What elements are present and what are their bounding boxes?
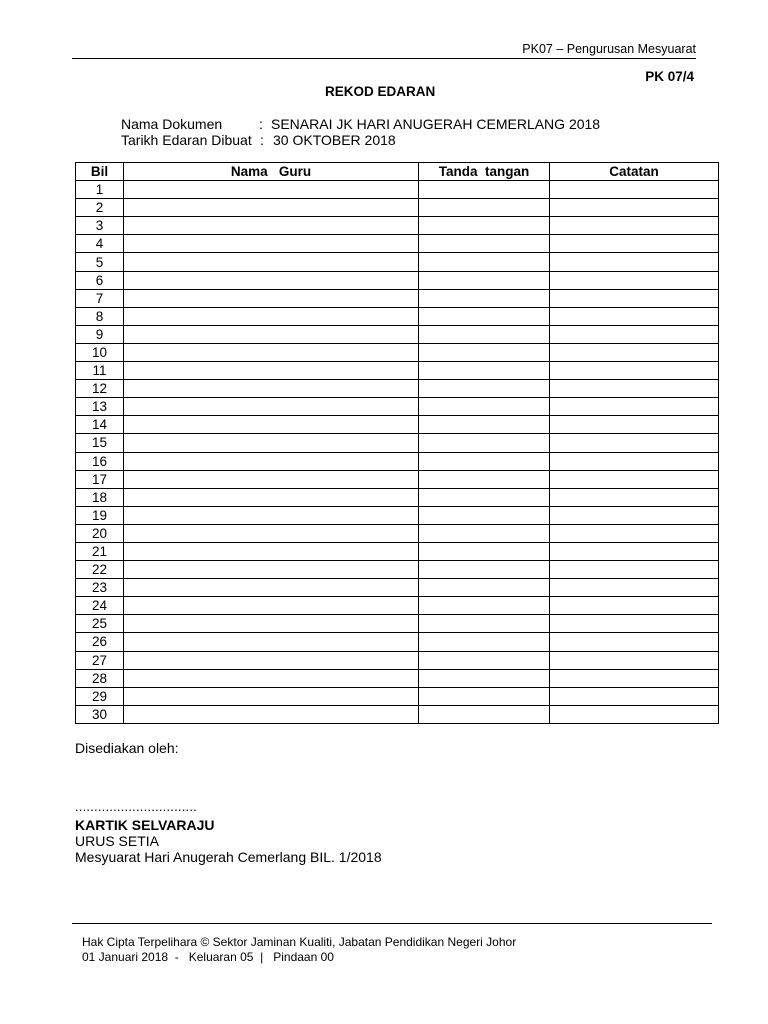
- row-number: 14: [76, 416, 124, 434]
- signature-cell[interactable]: [419, 362, 550, 380]
- row-number: 30: [76, 705, 124, 723]
- signature-cell[interactable]: [419, 217, 550, 235]
- table-row: [76, 542, 719, 560]
- table-row: [76, 597, 719, 615]
- teacher-name-cell[interactable]: [124, 452, 419, 470]
- teacher-name-cell[interactable]: [124, 181, 419, 199]
- teacher-name-cell[interactable]: [124, 488, 419, 506]
- signature-cell[interactable]: [419, 307, 550, 325]
- notes-cell[interactable]: [550, 579, 719, 597]
- teacher-name-cell[interactable]: [124, 524, 419, 542]
- notes-cell[interactable]: [550, 217, 719, 235]
- table-row: [76, 289, 719, 307]
- circulation-record-table: [75, 162, 719, 724]
- signature-cell[interactable]: [419, 253, 550, 271]
- teacher-name-cell[interactable]: [124, 398, 419, 416]
- row-number: 12: [76, 380, 124, 398]
- teacher-name-cell[interactable]: [124, 343, 419, 361]
- notes-cell[interactable]: [550, 651, 719, 669]
- circulation-date-row: [121, 132, 396, 148]
- preparer-name: KARTIK SELVARAJU: [75, 817, 215, 833]
- row-number: 22: [76, 561, 124, 579]
- row-number: 11: [76, 362, 124, 380]
- teacher-name-cell[interactable]: [124, 579, 419, 597]
- row-number: 26: [76, 633, 124, 651]
- signature-cell[interactable]: [419, 343, 550, 361]
- document-name-value: SENARAI JK HARI ANUGERAH CEMERLANG 2018: [271, 116, 601, 132]
- teacher-name-cell[interactable]: [124, 271, 419, 289]
- notes-cell[interactable]: [550, 615, 719, 633]
- notes-cell[interactable]: [550, 380, 719, 398]
- teacher-name-cell[interactable]: [124, 561, 419, 579]
- form-code: PK 07/4: [645, 69, 694, 84]
- signature-cell[interactable]: [419, 579, 550, 597]
- column-header-catatan: Catatan: [550, 163, 719, 181]
- notes-cell[interactable]: [550, 362, 719, 380]
- table-row: [76, 271, 719, 289]
- row-number: 20: [76, 524, 124, 542]
- circulation-date-value: 30 OKTOBER 2018: [273, 132, 396, 148]
- notes-cell[interactable]: [550, 181, 719, 199]
- signature-cell[interactable]: [419, 687, 550, 705]
- column-header-bil: Bil: [76, 163, 124, 181]
- meeting-reference: Mesyuarat Hari Anugerah Cemerlang BIL. 1/2018: [75, 849, 382, 865]
- signature-cell[interactable]: [419, 633, 550, 651]
- table-row: [76, 235, 719, 253]
- document-name-row: [121, 116, 600, 132]
- signature-cell[interactable]: [419, 416, 550, 434]
- footer-copyright: Hak Cipta Terpelihara © Sektor Jaminan Kualiti, Jabatan Pendidikan Negeri Johor: [82, 935, 517, 949]
- signature-cell[interactable]: [419, 506, 550, 524]
- signature-cell[interactable]: [419, 542, 550, 560]
- table-row: [76, 253, 719, 271]
- teacher-name-cell[interactable]: [124, 434, 419, 452]
- page-title: REKOD EDARAN: [325, 84, 436, 99]
- header-divider: [72, 58, 696, 59]
- table-row: [76, 488, 719, 506]
- table-row: [76, 470, 719, 488]
- teacher-name-cell[interactable]: [124, 289, 419, 307]
- teacher-name-cell[interactable]: [124, 506, 419, 524]
- notes-cell[interactable]: [550, 705, 719, 723]
- notes-cell[interactable]: [550, 633, 719, 651]
- signature-cell[interactable]: [419, 271, 550, 289]
- row-number: 8: [76, 307, 124, 325]
- teacher-name-cell[interactable]: [124, 253, 419, 271]
- teacher-name-cell[interactable]: [124, 705, 419, 723]
- table-row: [76, 524, 719, 542]
- notes-cell[interactable]: [550, 199, 719, 217]
- signature-cell[interactable]: [419, 470, 550, 488]
- row-number: 29: [76, 687, 124, 705]
- notes-cell[interactable]: [550, 307, 719, 325]
- notes-cell[interactable]: [550, 398, 719, 416]
- notes-cell[interactable]: [550, 416, 719, 434]
- row-number: 25: [76, 615, 124, 633]
- teacher-name-cell[interactable]: [124, 615, 419, 633]
- teacher-name-cell[interactable]: [124, 416, 419, 434]
- row-number: 19: [76, 506, 124, 524]
- form-reference: PK07 – Pengurusan Mesyuarat: [522, 42, 696, 56]
- row-number: 5: [76, 253, 124, 271]
- signature-cell[interactable]: [419, 380, 550, 398]
- prepared-by-label: Disediakan oleh:: [75, 740, 179, 756]
- signature-cell[interactable]: [419, 705, 550, 723]
- row-number: 9: [76, 325, 124, 343]
- row-number: 7: [76, 289, 124, 307]
- signature-cell[interactable]: [419, 235, 550, 253]
- document-name-separator: :: [259, 116, 263, 132]
- table-row: [76, 705, 719, 723]
- teacher-name-cell[interactable]: [124, 669, 419, 687]
- table-row: [76, 181, 719, 199]
- teacher-name-cell[interactable]: [124, 542, 419, 560]
- footer-issue-info: 01 Januari 2018 - Keluaran 05 | Pindaan 00: [82, 950, 334, 964]
- table-row: [76, 561, 719, 579]
- notes-cell[interactable]: [550, 253, 719, 271]
- table-row: [76, 217, 719, 235]
- teacher-name-cell[interactable]: [124, 470, 419, 488]
- table-row: [76, 325, 719, 343]
- signature-cell[interactable]: [419, 199, 550, 217]
- row-number: 3: [76, 217, 124, 235]
- row-number: 2: [76, 199, 124, 217]
- notes-cell[interactable]: [550, 235, 719, 253]
- row-number: 13: [76, 398, 124, 416]
- table-row: [76, 452, 719, 470]
- row-number: 6: [76, 271, 124, 289]
- notes-cell[interactable]: [550, 561, 719, 579]
- table-row: [76, 343, 719, 361]
- row-number: 1: [76, 181, 124, 199]
- teacher-name-cell[interactable]: [124, 325, 419, 343]
- signature-cell[interactable]: [419, 561, 550, 579]
- signature-cell[interactable]: [419, 181, 550, 199]
- table-row: [76, 633, 719, 651]
- notes-cell[interactable]: [550, 470, 719, 488]
- teacher-name-cell[interactable]: [124, 633, 419, 651]
- table-row: [76, 307, 719, 325]
- teacher-name-cell[interactable]: [124, 380, 419, 398]
- notes-cell[interactable]: [550, 542, 719, 560]
- notes-cell[interactable]: [550, 687, 719, 705]
- table-row: [76, 434, 719, 452]
- row-number: 17: [76, 470, 124, 488]
- circulation-date-label: Tarikh Edaran Dibuat: [121, 132, 252, 148]
- notes-cell[interactable]: [550, 343, 719, 361]
- notes-cell[interactable]: [550, 669, 719, 687]
- row-number: 16: [76, 452, 124, 470]
- signature-cell[interactable]: [419, 434, 550, 452]
- row-number: 10: [76, 343, 124, 361]
- notes-cell[interactable]: [550, 289, 719, 307]
- notes-cell[interactable]: [550, 524, 719, 542]
- teacher-name-cell[interactable]: [124, 307, 419, 325]
- table-row: [76, 669, 719, 687]
- notes-cell[interactable]: [550, 325, 719, 343]
- table-header-row: [76, 163, 719, 181]
- table-row: [76, 651, 719, 669]
- row-number: 21: [76, 542, 124, 560]
- signature-cell[interactable]: [419, 398, 550, 416]
- row-number: 4: [76, 235, 124, 253]
- footer-divider: [72, 923, 712, 924]
- signature-cell[interactable]: [419, 325, 550, 343]
- signature-line: ................................: [75, 799, 197, 814]
- table-row: [76, 416, 719, 434]
- table-row: [76, 615, 719, 633]
- signature-cell[interactable]: [419, 524, 550, 542]
- preparer-role: URUS SETIA: [75, 833, 160, 849]
- notes-cell[interactable]: [550, 597, 719, 615]
- teacher-name-cell[interactable]: [124, 687, 419, 705]
- teacher-name-cell[interactable]: [124, 199, 419, 217]
- notes-cell[interactable]: [550, 488, 719, 506]
- notes-cell[interactable]: [550, 271, 719, 289]
- teacher-name-cell[interactable]: [124, 362, 419, 380]
- table-row: [76, 579, 719, 597]
- document-name-label: Nama Dokumen: [121, 116, 223, 132]
- row-number: 24: [76, 597, 124, 615]
- row-number: 23: [76, 579, 124, 597]
- signature-cell[interactable]: [419, 669, 550, 687]
- signature-cell[interactable]: [419, 597, 550, 615]
- column-header-tanda-tangan: Tanda tangan: [419, 163, 550, 181]
- table-row: [76, 506, 719, 524]
- column-header-nama-guru: Nama Guru: [124, 163, 419, 181]
- signature-cell[interactable]: [419, 488, 550, 506]
- signature-cell[interactable]: [419, 615, 550, 633]
- notes-cell[interactable]: [550, 452, 719, 470]
- teacher-name-cell[interactable]: [124, 651, 419, 669]
- notes-cell[interactable]: [550, 434, 719, 452]
- table-row: [76, 398, 719, 416]
- row-number: 15: [76, 434, 124, 452]
- signature-cell[interactable]: [419, 452, 550, 470]
- table-row: [76, 362, 719, 380]
- teacher-name-cell[interactable]: [124, 235, 419, 253]
- circulation-date-separator: :: [260, 132, 264, 148]
- row-number: 18: [76, 488, 124, 506]
- signature-cell[interactable]: [419, 651, 550, 669]
- teacher-name-cell[interactable]: [124, 597, 419, 615]
- row-number: 27: [76, 651, 124, 669]
- row-number: 28: [76, 669, 124, 687]
- notes-cell[interactable]: [550, 506, 719, 524]
- teacher-name-cell[interactable]: [124, 217, 419, 235]
- signature-cell[interactable]: [419, 289, 550, 307]
- table-row: [76, 380, 719, 398]
- table-row: [76, 687, 719, 705]
- table-row: [76, 199, 719, 217]
